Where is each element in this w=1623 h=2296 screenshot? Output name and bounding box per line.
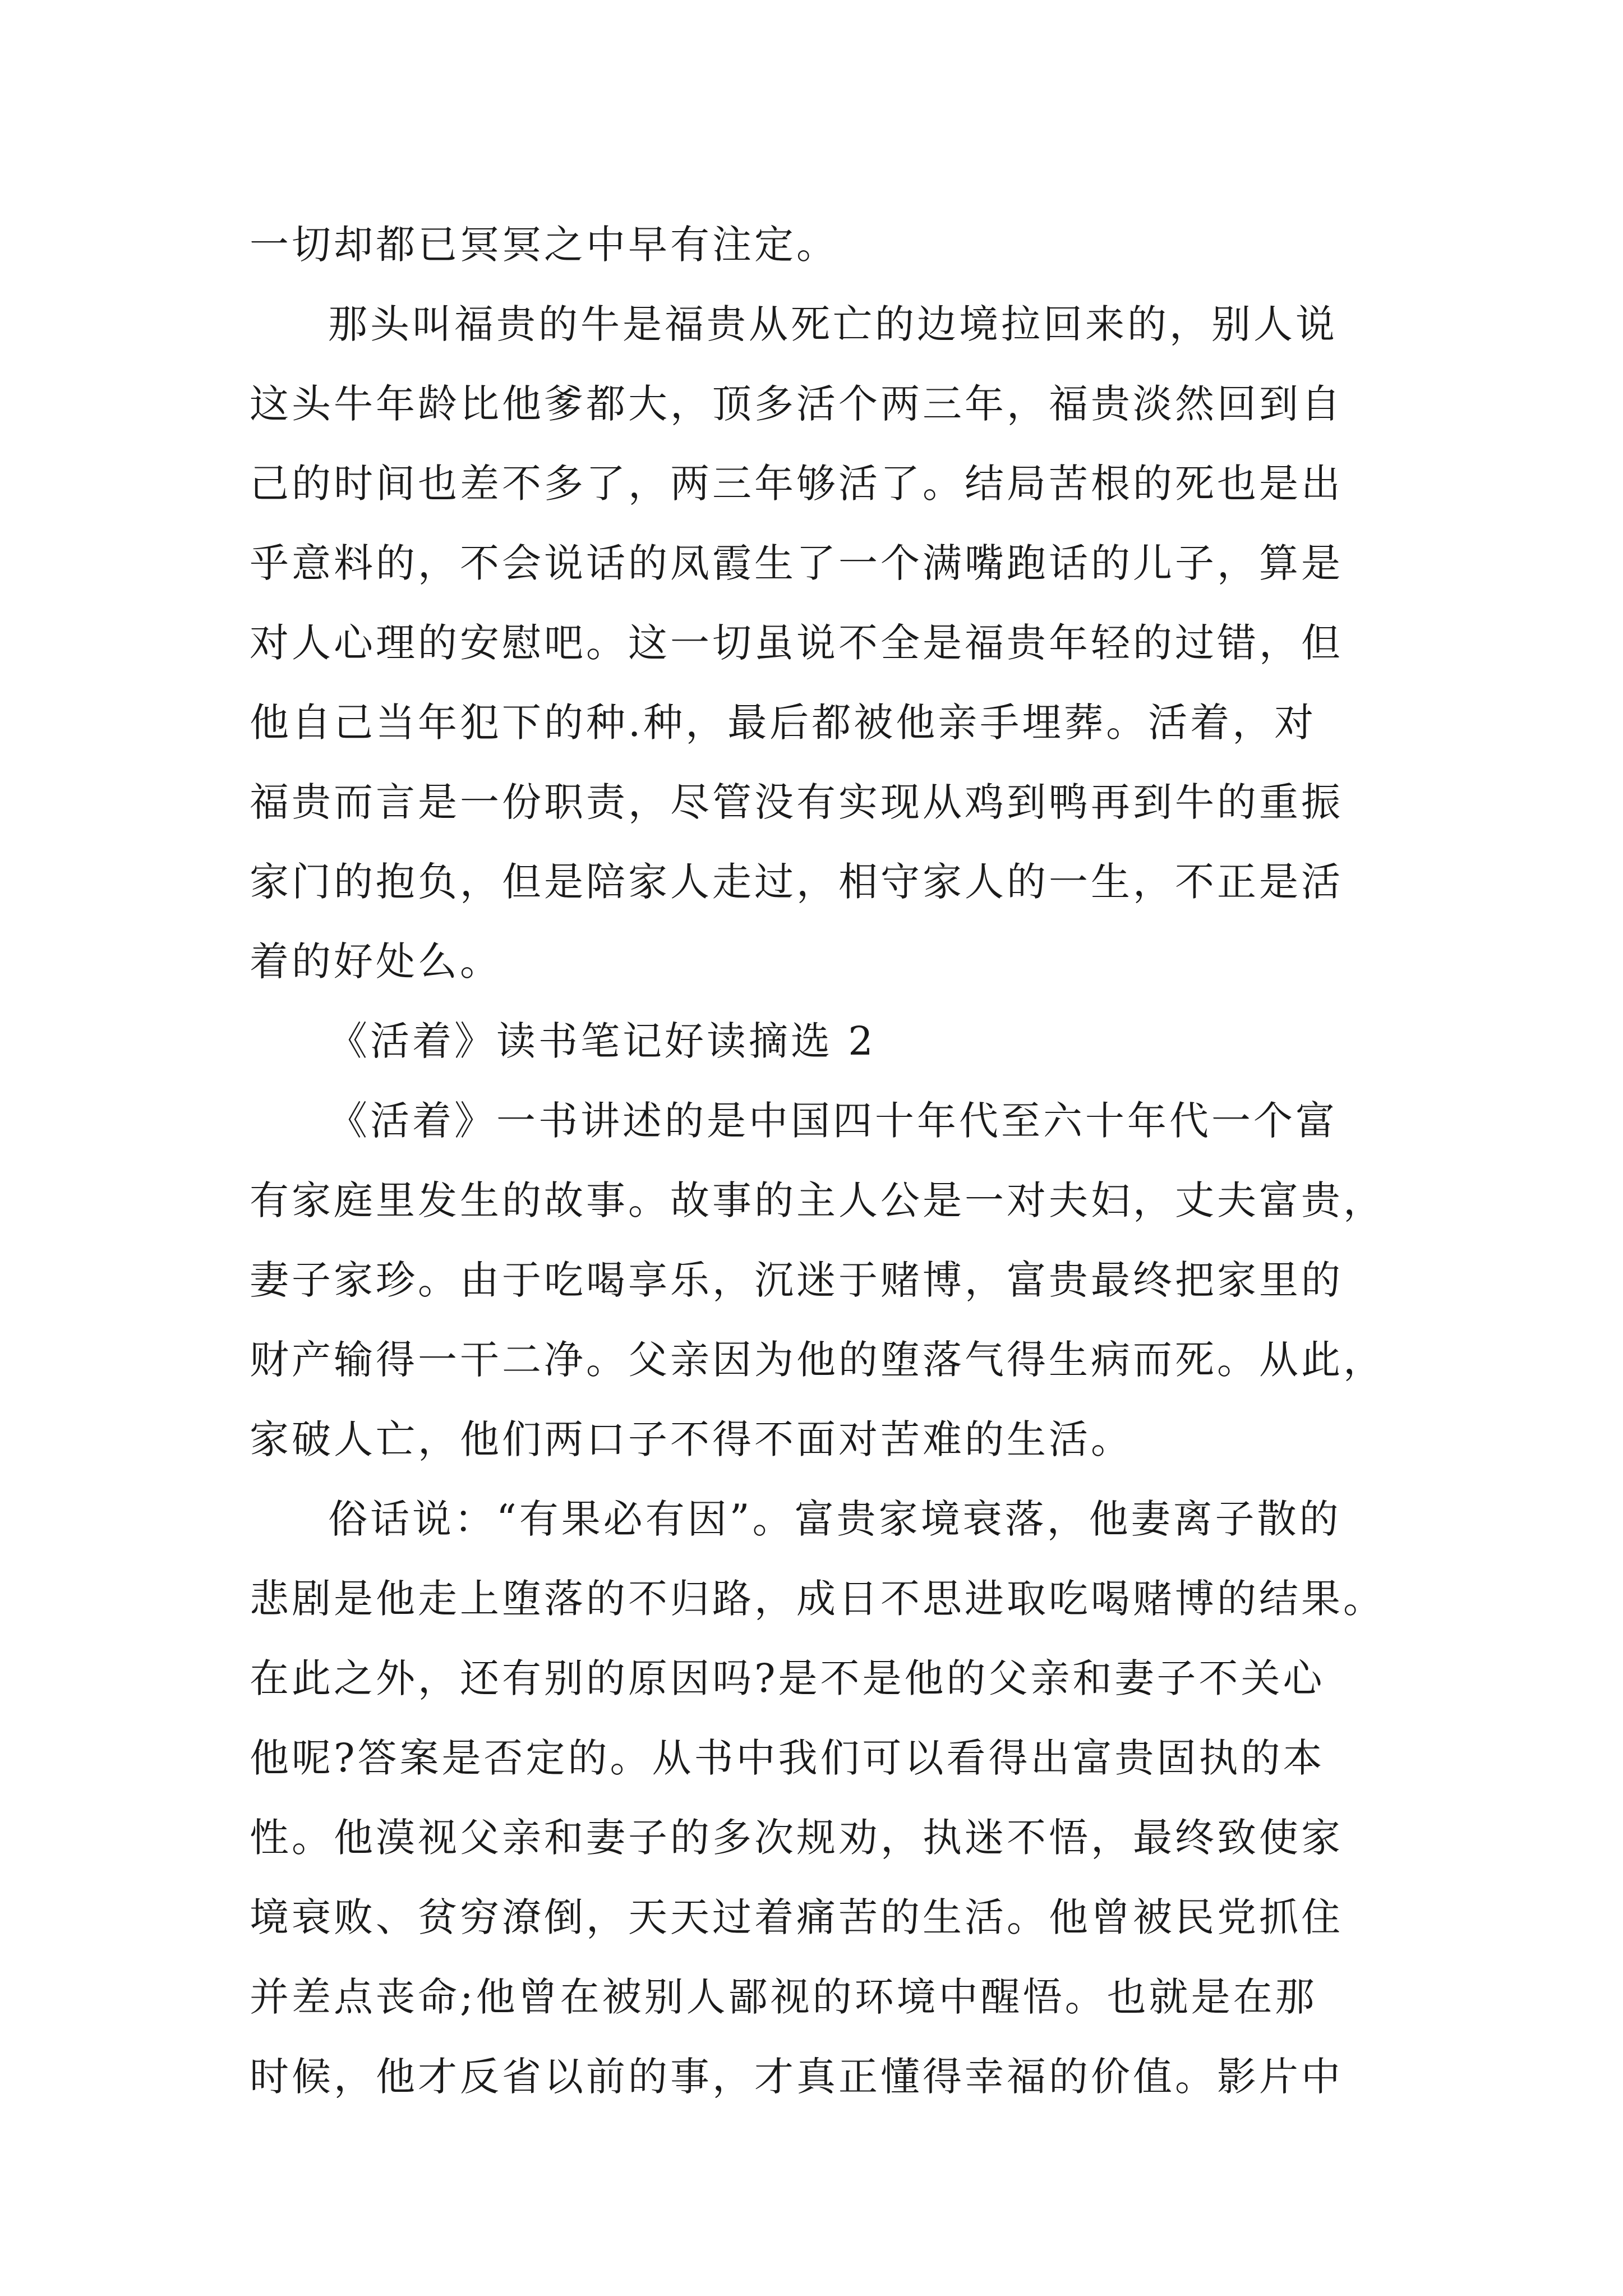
paragraph-start-line: 那头叫福贵的牛是福贵从死亡的边境拉回来的，别人说: [328, 301, 1338, 347]
text-line: 境衰败、贫穷潦倒，天天过着痛苦的生活。他曾被民党抓住: [250, 1894, 1343, 1940]
text-line: 福贵而言是一份职责，尽管没有实现从鸡到鸭再到牛的重振: [250, 779, 1343, 825]
paragraph-start-line: 《活着》一书讲述的是中国四十年代至六十年代一个富: [328, 1098, 1338, 1144]
body-text: [250, 205, 1388, 2116]
text-line: 并差点丧命;他曾在被别人鄙视的环境中醒悟。也就是在那: [250, 1974, 1317, 2020]
text-line: 一切却都已冥冥之中早有注定。: [250, 222, 838, 268]
paragraph-start-line: 俗话说：“有果必有因”。富贵家境衰落，他妻离子散的: [328, 1496, 1341, 1542]
text-line: 有家庭里发生的故事。故事的主人公是一对夫妇，丈夫富贵，: [250, 1177, 1385, 1223]
text-line: 己的时间也差不多了，两三年够活了。结局苦根的死也是出: [250, 461, 1343, 507]
text-line: 家门的抱负，但是陪家人走过，相守家人的一生，不正是活: [250, 859, 1343, 905]
text-line: 乎意料的，不会说话的凤霞生了一个满嘴跑话的儿子，算是: [250, 540, 1343, 586]
text-line: 时候，他才反省以前的事，才真正懂得幸福的价值。影片中: [250, 2054, 1343, 2100]
text-line: 家破人亡，他们两口子不得不面对苦难的生活。: [250, 1416, 1133, 1462]
text-line: 性。他漠视父亲和妻子的多次规劝，执迷不悟，最终致使家: [250, 1815, 1343, 1861]
text-line: 对人心理的安慰吧。这一切虽说不全是福贵年轻的过错，但: [250, 620, 1343, 666]
text-line: 他自己当年犯下的种.种，最后都被他亲手埋葬。活着，对: [250, 700, 1317, 746]
text-line: 在此之外，还有别的原因吗?是不是他的父亲和妻子不关心: [250, 1655, 1325, 1701]
text-line: 着的好处么。: [250, 938, 502, 984]
section-heading: 《活着》读书笔记好读摘选 2: [328, 1018, 876, 1064]
text-line: 妻子家珍。由于吃喝享乐，沉迷于赌博，富贵最终把家里的: [250, 1257, 1343, 1303]
text-line: 悲剧是他走上堕落的不归路，成日不思进取吃喝赌博的结果。: [250, 1576, 1385, 1622]
text-line: 这头牛年龄比他爹都大，顶多活个两三年，福贵淡然回到自: [250, 381, 1343, 427]
text-line: 他呢?答案是否定的。从书中我们可以看得出富贵固执的本: [250, 1735, 1325, 1781]
text-line: 财产输得一干二净。父亲因为他的堕落气得生病而死。从此，: [250, 1337, 1385, 1383]
